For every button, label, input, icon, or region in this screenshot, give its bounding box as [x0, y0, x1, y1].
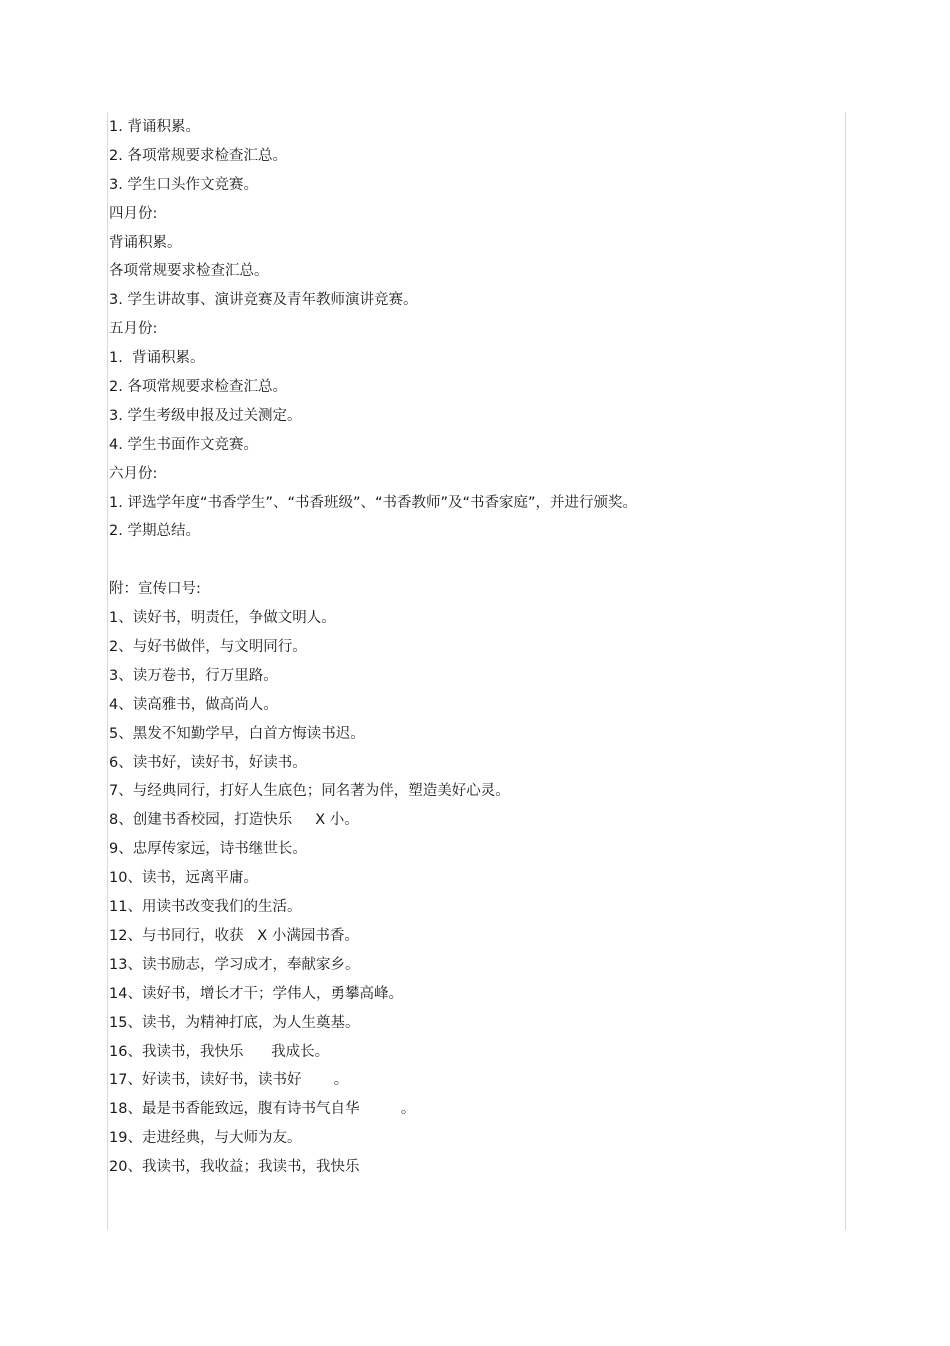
text-line: 2. 各项常规要求检查汇总。	[109, 379, 287, 396]
schedule-section	[109, 113, 839, 546]
slogan-item: 13、读书励志，学习成才，奉献家乡。	[109, 956, 360, 973]
slogan-item: 1、读好书，明责任，争做文明人。	[109, 610, 336, 627]
slogan-item: 12、与书同行，收获 X 小满园书香。	[109, 927, 359, 944]
slogan-item: 20、我读书，我收益；我读书，我快乐	[109, 1159, 360, 1176]
slogan-item: 9、忠厚传家远，诗书继世长。	[109, 841, 307, 858]
text-line: 1. 背诵积累。	[109, 119, 200, 135]
section-heading: 附：宣传口号:	[109, 581, 201, 598]
blank-line	[109, 546, 839, 575]
slogan-item: 8、创建书香校园，打造快乐 X 小。	[109, 812, 359, 829]
text-line: 2. 各项常规要求检查汇总。	[109, 147, 287, 164]
slogan-item: 18、最是书香能致远，腹有诗书气自华 。	[109, 1101, 416, 1118]
month-heading: 六月份:	[109, 465, 158, 482]
text-line: 背诵积累。	[109, 234, 182, 251]
month-heading: 五月份:	[109, 321, 158, 338]
slogan-item: 19、走进经典，与大师为友。	[109, 1130, 302, 1147]
text-line: 1. 评选学年度“书香学生”、“书香班级”、“书香教师”及“书香家庭”，并进行颁奖。	[109, 494, 638, 511]
text-line: 1. 背诵积累。	[109, 350, 205, 367]
text-line: 3. 学生考级申报及过关测定。	[109, 407, 302, 424]
slogan-item: 4、读高雅书，做高尚人。	[109, 696, 278, 713]
slogan-item: 7、与经典同行，打好人生底色；同名著为伴，塑造美好心灵。	[109, 783, 510, 800]
text-line: 3. 学生讲故事、演讲竞赛及青年教师演讲竞赛。	[109, 292, 418, 309]
text-line: 2. 学期总结。	[109, 523, 200, 540]
slogan-item: 11、用读书改变我们的生活。	[109, 899, 302, 916]
text-line: 各项常规要求检查汇总。	[109, 263, 269, 280]
slogans-section	[109, 575, 839, 1182]
slogan-item: 5、黑发不知勤学早，白首方悔读书迟。	[109, 725, 365, 742]
slogan-item: 6、读书好，读好书，好读书。	[109, 754, 307, 771]
slogan-item: 16、我读书，我快乐 我成长。	[109, 1043, 330, 1060]
slogan-item: 10、读书，远离平庸。	[109, 870, 258, 887]
slogan-item: 3、读万卷书，行万里路。	[109, 667, 278, 684]
document-body	[109, 113, 839, 1182]
month-heading: 四月份:	[109, 205, 158, 222]
slogan-item: 2、与好书做伴，与文明同行。	[109, 639, 307, 656]
slogan-item: 15、读书，为精神打底，为人生奠基。	[109, 1014, 360, 1031]
slogan-item: 14、读好书，增长才干；学伟人，勇攀高峰。	[109, 985, 403, 1002]
text-line: 4. 学生书面作文竞赛。	[109, 436, 258, 453]
text-line: 3. 学生口头作文竞赛。	[109, 176, 258, 193]
slogan-item: 17、好读书，读好书，读书好 。	[109, 1072, 349, 1089]
